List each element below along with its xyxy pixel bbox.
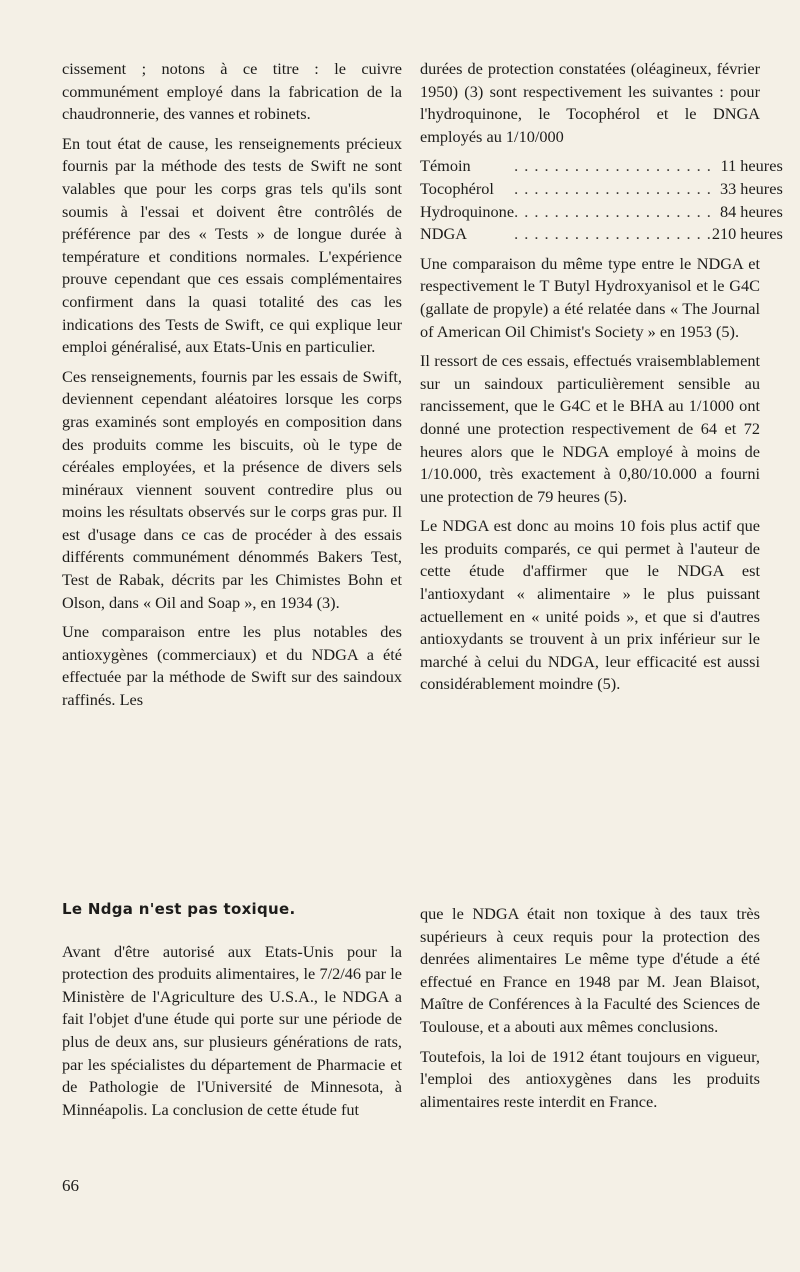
paragraph: Ces renseignements, fournis par les essais de Swift, deviennent cependant aléatoires lorsque les corps gras examinés sont employés en composition dans des produits comme les biscuits, où le type de céréales employées, et la présence de divers sels minéraux viennent souvent contredire plus ou moins les résultats observés sur le corps gras pur. Il est d'usage dans ce cas de procéder à des essais différents communément dénommés Bakers Test, Test de Rabak, décrits par les Chimistes Bohn et Olson, dans « Oil and Soap », en 1934 (3). xyxy=(62,366,402,612)
left-column-bottom xyxy=(62,898,402,1128)
result-value: 11 heures xyxy=(720,156,783,176)
table-row xyxy=(420,201,783,224)
paragraph: que le NDGA était non toxique à des taux très supérieurs à ceux requis pour la protection des denrées alimentaires Le même type d'étude a été effectué en France en 1948 par M. Jean Blaisot, Maître de Conférences à la Faculté des Sciences de Toulouse, et a abouti aux mêmes conclusions. xyxy=(420,904,760,1036)
result-value: 33 heures xyxy=(719,178,783,198)
leader-dots: . . . . . . . . . . . . . . . . . . . . xyxy=(514,156,712,176)
paragraph: Il ressort de ces essais, effectués vraisemblablement sur un saindoux particulièrement sensible au rancissement, que le G4C et le BHA au 1/1000 ont donné une protection respectivement de 64 et 72 heures alors que le NDGA employé à moins de 1/10.000, très exactement à 0,80/10.000 a fourni une protection de 79 heures (5). xyxy=(420,351,760,506)
page-number: 66 xyxy=(62,1176,79,1195)
result-label: NDGA xyxy=(420,224,468,244)
result-value: 84 heures xyxy=(719,201,783,221)
leader-dots: . . . . . . . . . . . . . . . . . . . . xyxy=(514,178,712,198)
paragraph: En tout état de cause, les renseignements précieux fournis par la méthode des tests de Swift ne sont valables que pour les corps gras tels qu'ils sont soumis à l'essai et doivent être contrôlés de préférence par des « Tests » de longue durée à température et conditions normales. L'expérience prouve cependant que ces essais complémentaires confirment dans la quasi totalité des cas les indications des Tests de Swift, ce qui explique leur emploi généralisé, aux Etats-Unis en particulier. xyxy=(62,133,402,357)
paragraph: Une comparaison du même type entre le NDGA et respectivement le T Butyl Hydroxyanisol et le G4C (gallate de propyle) a été relatée dans « The Journal of American Oil Chimist's Society » en 1953 (5). xyxy=(420,253,760,341)
leader-dots: . . . . . . . . . . . . . . . . . . . . xyxy=(514,224,712,244)
leader-dots: . . . . . . . . . . . . . . . . . . . . xyxy=(514,201,712,221)
paragraph: Avant d'être autorisé aux Etats-Unis pour la protection des produits alimentaires, le 7/2/46 par le Ministère de l'Agriculture des U.S.A., le NDGA a fait l'objet d'une étude qui porte sur une période de plus de deux ans, sur plusieurs générations de rats, par les spécialistes du département de Pharmacie et de Pathologie de l'Université de Minnesota, à Minnéapolis. La conclusion de cette étude fut xyxy=(62,941,402,1119)
right-column-top xyxy=(420,58,783,703)
section-heading: Le Ndga n'est pas toxique. xyxy=(62,900,296,918)
result-label: Hydroquinone xyxy=(420,201,515,221)
left-column-top xyxy=(62,58,402,719)
paragraph: Une comparaison entre les plus notables des antioxygènes (commerciaux) et du NDGA a été effectuée par la méthode de Swift sur des saindoux raffinés. Les xyxy=(62,622,402,710)
right-column-bottom xyxy=(420,903,760,1120)
paragraph: cissement ; notons à ce titre : le cuivre communément employé dans la fabrication de la chaudronnerie, des vannes et robinets. xyxy=(62,59,402,124)
table-row xyxy=(420,178,783,201)
result-value: 210 heures xyxy=(711,224,783,244)
result-label: Témoin xyxy=(420,156,471,176)
table-row xyxy=(420,223,783,246)
table-row xyxy=(420,155,783,178)
paragraph: Le NDGA est donc au moins 10 fois plus actif que les produits comparés, ce qui permet à l'auteur de cette étude d'affirmer que le NDGA est l'antioxydant « alimentaire » le plus puissant actuellement en « unité poids », et que si d'autres antioxydants se trouvent à un prix inférieur sur le marché à celui du NDGA, leur efficacité est aussi considérablement moindre (5). xyxy=(420,516,760,694)
paragraph: durées de protection constatées (oléagineux, février 1950) (3) sont respectivement les suivantes : pour l'hydroquinone, le Tocophérol et le DNGA employés au 1/10/000 xyxy=(420,59,760,146)
result-label: Tocophérol xyxy=(420,178,494,198)
paragraph: Toutefois, la loi de 1912 étant toujours en vigueur, l'emploi des antioxygènes dans les produits alimentaires reste interdit en France. xyxy=(420,1046,760,1111)
protection-results-table xyxy=(420,155,783,245)
